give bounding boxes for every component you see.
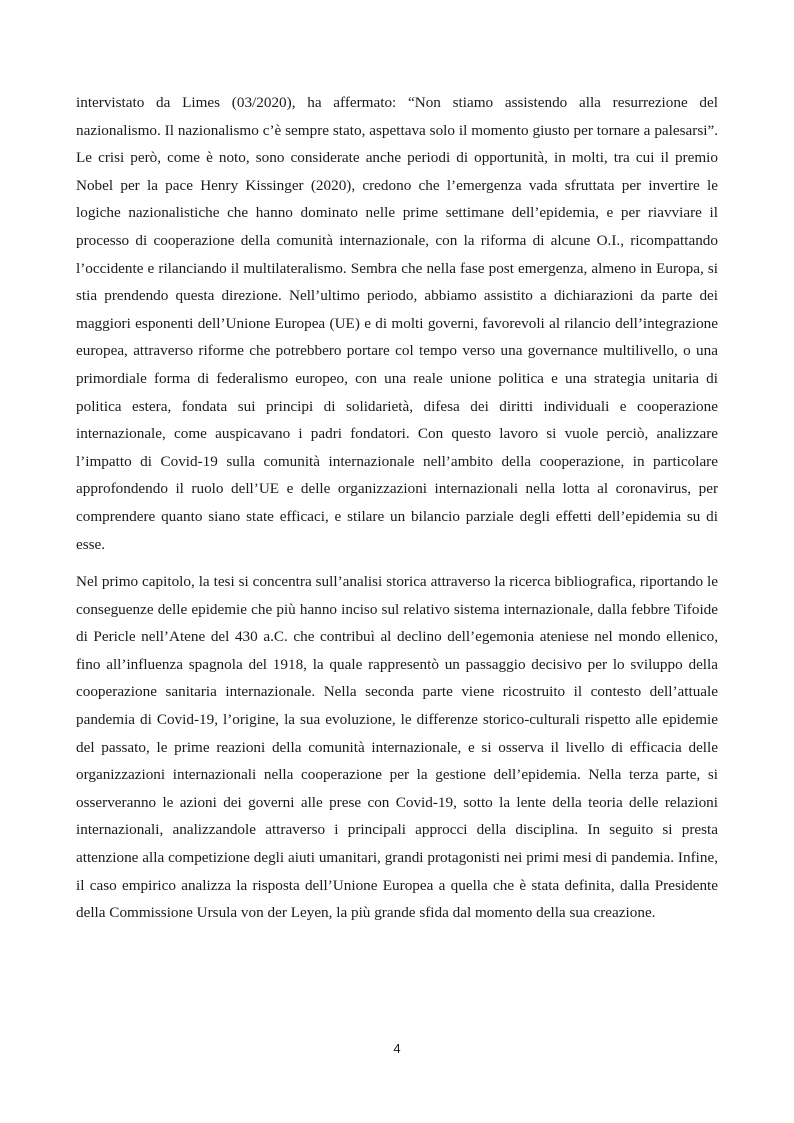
paragraph-1: intervistato da Limes (03/2020), ha affermato: “Non stiamo assistendo alla resurrezione del nazionalismo. Il nazionalismo c’è sempre stato, aspettava solo il momento giusto per tornare a palesarsi”. Le crisi però, come è noto, sono considerate anche periodi di opportunità, in molti, tra cui il premio Nobel per la pace Henry Kissinger (2020), credono che l’emergenza vada sfruttata per invertire le logiche nazionalistiche che hanno dominato nelle prime settimane dell’epidemia, e per riavviare il processo di cooperazione della comunità internazionale, con la riforma di alcune O.I., ricompattando l’occidente e rilanciando il multilateralismo. Sembra che nella fase post emergenza, almeno in Europa, si stia prendendo questa direzione. Nell’ultimo periodo, abbiamo assistito a dichiarazioni da parte dei maggiori esponenti dell’Unione Europea (UE) e di molti governi, favorevoli al rilancio dell’integrazione europea, attraverso riforme che potrebbero portare col tempo verso una governance multilivello, o una primordiale forma di federalismo europeo, con una reale unione politica e una strategia unitaria di politica estera, fondata sui principi di solidarietà, difesa dei diritti individuali e cooperazione internazionale, come auspicavano i padri fondatori. Con questo lavoro si vuole perciò, analizzare l’impatto di Covid-19 sulla comunità internazionale nell’ambito della cooperazione, in particolare approfondendo il ruolo dell’UE e delle organizzazioni internazionali nella lotta al coronavirus, per comprendere quanto siano state efficaci, e stilare un bilancio parziale degli effetti dell’epidemia su di esse. <box>76 94 718 553</box>
body-text <box>76 89 718 927</box>
paragraph-2: Nel primo capitolo, la tesi si concentra sull’analisi storica attraverso la ricerca bibliografica, riportando le conseguenze delle epidemie che più hanno inciso sul relativo sistema internazionale, dalla febbre Tifoide di Pericle nell’Atene del 430 a.C. che contribuì al declino dell’egemonia ateniese nel mondo ellenico, fino all’influenza spagnola del 1918, la quale rappresentò un passaggio decisivo per lo sviluppo della cooperazione sanitaria internazionale. Nella seconda parte viene ricostruito il contesto dell’attuale pandemia di Covid-19, l’origine, la sua evoluzione, le differenze storico-culturali rispetto alle epidemie del passato, le prime reazioni della comunità internazionale, e si osserva il livello di efficacia delle organizzazioni internazionali nella cooperazione per la gestione dell’epidemia. Nella terza parte, si osserveranno le azioni dei governi alle prese con Covid-19, sotto la lente della teoria delle relazioni internazionali, analizzandole attraverso i principali approcci della disciplina. In seguito si presta attenzione alla competizione degli aiuti umanitari, grandi protagonisti nei primi mesi di pandemia. Infine, il caso empirico analizza la risposta dell’Unione Europea a quella che è stata definita, dalla Presidente della Commissione Ursula von der Leyen, la più grande sfida dal momento della sua creazione. <box>76 573 718 922</box>
page-number: 4 <box>393 1041 401 1056</box>
